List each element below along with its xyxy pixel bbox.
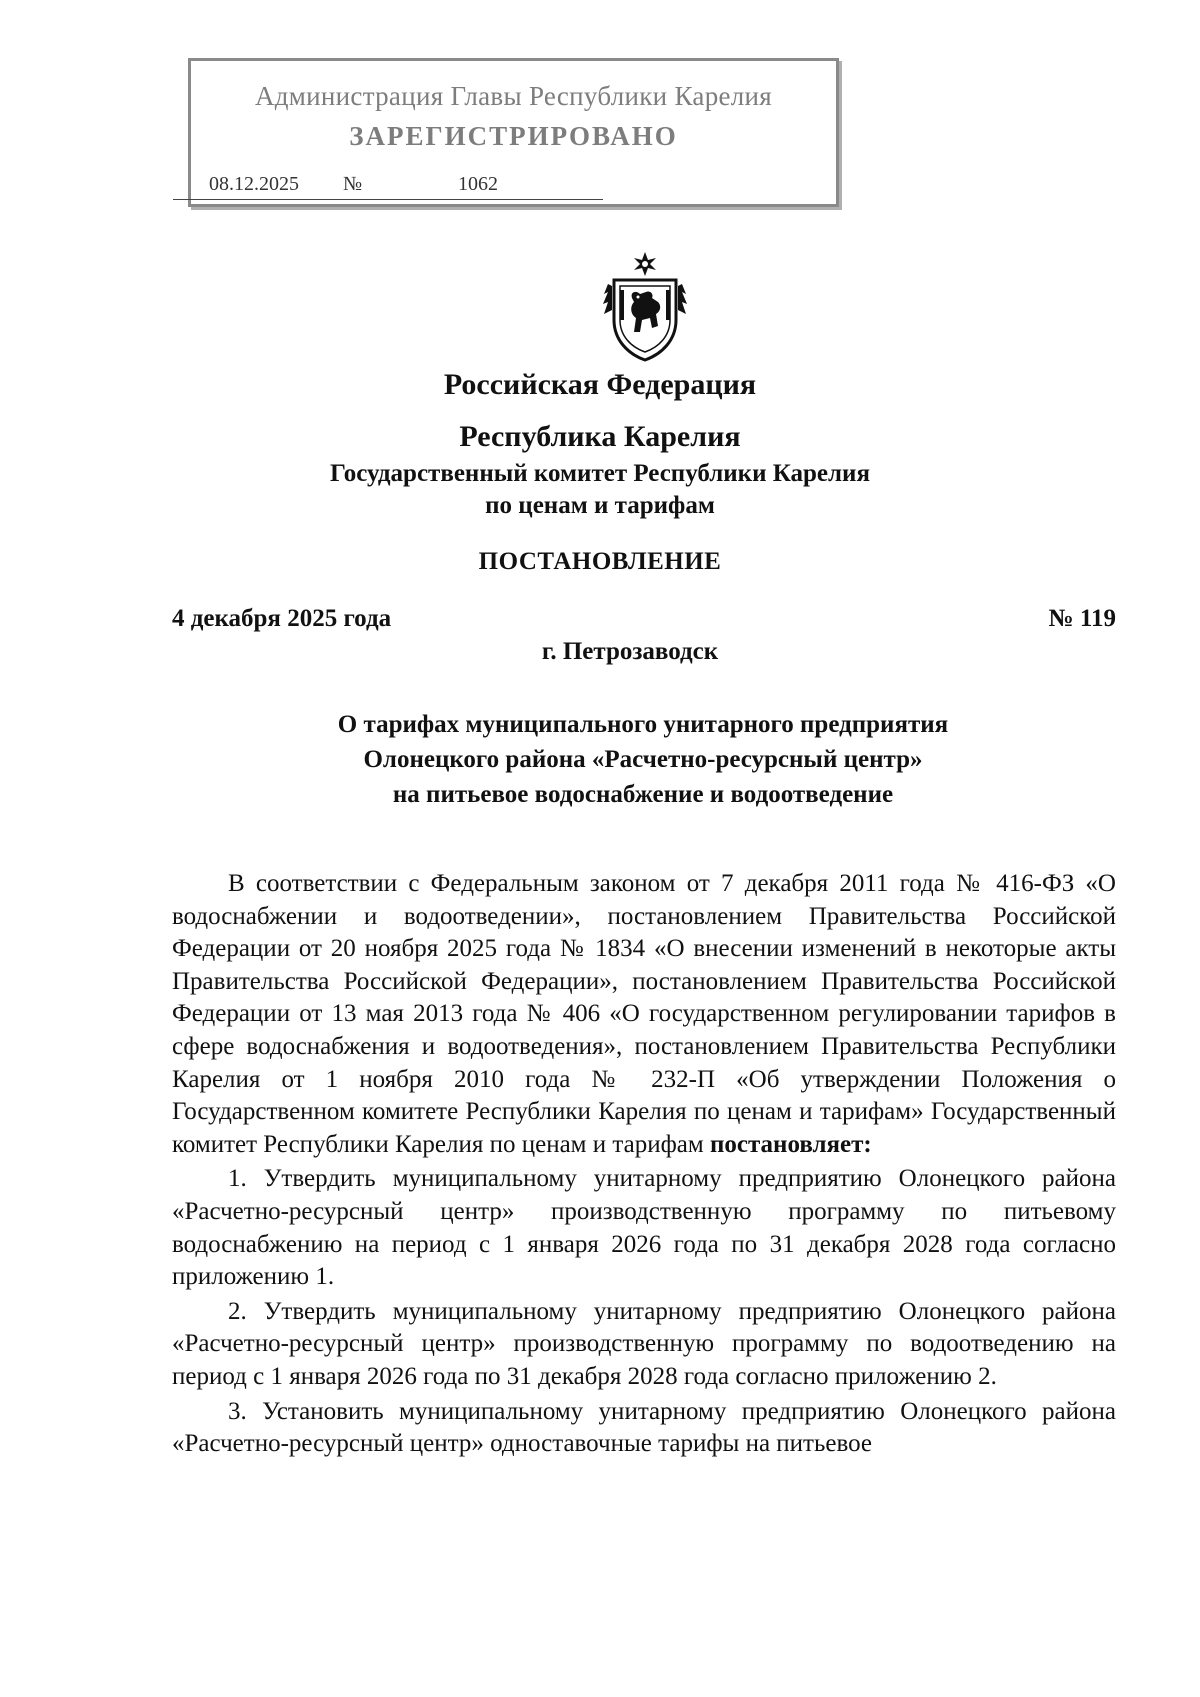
preamble-text: В соответствии с Федеральным законом от 7 декабря 2011 года № 416-ФЗ «О водоснабжении и водоотведении», постановлением Правительства Российской Федерации от 20 ноября 2025 года № 1834 «О внесении изменений в некоторые акты Правительства Российской Федерации», постановлением Правительства Российской Федерации от 13 мая 2013 года № 406 «О государственном регулировании тарифов в сфере водоснабжения и водоотведения», постановлением Правительства Республики Карелия от 1 ноября 2010 года № 232-П «Об утверждении Положения о Государственном комитете Республики Карелия по ценам и тарифам» Государственный комитет Республики Карелия по ценам и тарифам: [172, 870, 1116, 1158]
document-city: г. Петрозаводск: [541, 638, 719, 665]
stamp-number-sign: №: [343, 173, 363, 195]
stamp-authority: Администрация Главы Республики Карелия: [254, 81, 773, 111]
country-heading: Российская Федерация: [443, 368, 757, 401]
item-1: 1. Утвердить муниципальному унитарному предприятию Олонецкого района «Расчетно-ресурсный центр» производственную программу по питьевому водоснабжению на период с 1 января 2026 года по 31 декабря 2028 года согласно приложению 1.: [172, 1165, 1116, 1291]
item-3: 3. Установить муниципальному унитарному предприятию Олонецкого района «Расчетно-ресурсный центр» одноставочные тарифы на питьевое: [172, 1397, 1116, 1458]
stamp-registered: ЗАРЕГИСТРИРОВАНО: [349, 121, 678, 151]
stamp-date: 08.12.2025: [209, 173, 299, 195]
title-line1: О тарифах муниципального унитарного предприятия: [337, 711, 949, 738]
committee-heading-line2: по ценам и тарифам: [485, 492, 715, 519]
registration-stamp: [188, 58, 839, 207]
preamble-paragraph: [172, 868, 1116, 1161]
document-title: [170, 707, 1116, 812]
document-body: [172, 868, 1116, 1461]
republic-heading: Республика Карелия: [459, 420, 741, 453]
title-line3: на питьевое водоснабжение и водоотведение: [392, 781, 894, 808]
title-line2: Олонецкого района «Расчетно-ресурсный центр»: [363, 746, 923, 773]
document-type: ПОСТАНОВЛЕНИЕ: [478, 548, 722, 575]
document-number: № 119: [1048, 605, 1116, 632]
stamp-registration-line: [173, 171, 603, 200]
stamp-number: 1062: [458, 173, 498, 195]
item-2: 2. Утвердить муниципальному унитарному предприятию Олонецкого района «Расчетно-ресурсный центр» производственную программу по водоотведению на период с 1 января 2026 года по 31 декабря 2028 года согласно приложению 2.: [172, 1297, 1116, 1390]
document-date: 4 декабря 2025 года: [172, 605, 392, 632]
karelia-coat-of-arms-icon: [600, 250, 690, 365]
resolves-word: постановляет:: [709, 1130, 872, 1158]
committee-heading-line1: Государственный комитет Республики Карелия: [330, 460, 870, 487]
